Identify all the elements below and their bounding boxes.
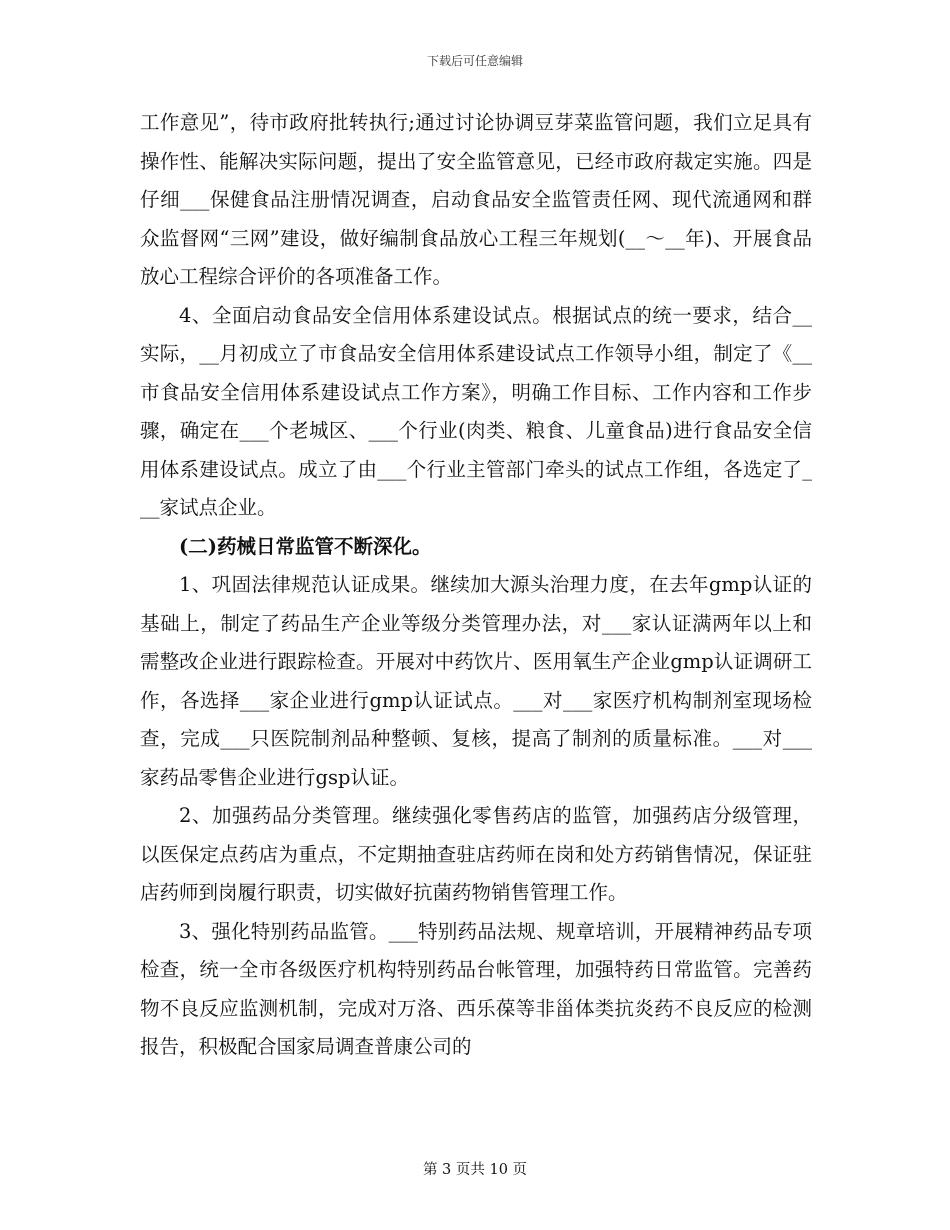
paragraph-certification: 1、巩固法律规范认证成果。继续加大源头治理力度，在去年gmp认证的基础上，制定了药品生产企业等级分类管理办法，对___家认证满两年以上和需整改企业进行跟踪检查。开展对中药饮片、医用氧生产企业gmp认证调研工作，各选择___家企业进行gmp认证试点。___对___家医疗机构制剂室现场检查，完成___只医院制剂品种整顿、复核，提高了制剂的质量标准。___对___家药品零售企业进行gsp认证。 [140, 573, 812, 789]
page-footer: 第 3 页共 10 页 [422, 1162, 528, 1178]
paragraph-credit-system-pilot: 4、全面启动食品安全信用体系建设试点。根据试点的统一要求，结合__实际，__月初成立了市食品安全信用体系建设试点工作领导小组，制定了《__市食品安全信用体系建设试点工作方案》，明确工作目标、工作内容和工作步骤，确定在___个老城区、___个行业(肉类、粮食、儿童食品)进行食品安全信用体系建设试点。成立了由___个行业主管部门牵头的试点工作组，各选定了___家试点企业。 [140, 303, 812, 519]
section-heading: (二)药械日常监管不断深化。 [179, 534, 432, 558]
document-body [140, 104, 812, 1067]
page-header: 下载后可任意编辑 [426, 54, 523, 68]
paragraph-continuation: 工作意见”，待市政府批转执行;通过讨论协调豆芽菜监管问题，我们立足具有操作性、能解决实际问题，提出了安全监管意见，已经市政府裁定实施。四是仔细___保健食品注册情况调查，启动食品安全监管责任网、现代流通网和群众监督网“三网”建设，做好编制食品放心工程三年规划(__～__年)、开展食品放心工程综合评价的各项准备工作。 [140, 111, 812, 288]
paragraph-classification: 2、加强药品分类管理。继续强化零售药店的监管，加强药店分级管理，以医保定点药店为重点，不定期抽查驻店药师在岗和处方药销售情况，保证驻店药师到岗履行职责，切实做好抗菌药物销售管理工作。 [140, 804, 812, 904]
paragraph-special-drugs: 3、强化特别药品监管。___特别药品法规、规章培训，开展精神药品专项检查，统一全市各级医疗机构特别药品台帐管理，加强特药日常监管。完善药物不良反应监测机制，完成对万洛、西乐葆等非甾体类抗炎药不良反应的检测报告，积极配合国家局调查普康公司的 [140, 919, 812, 1058]
